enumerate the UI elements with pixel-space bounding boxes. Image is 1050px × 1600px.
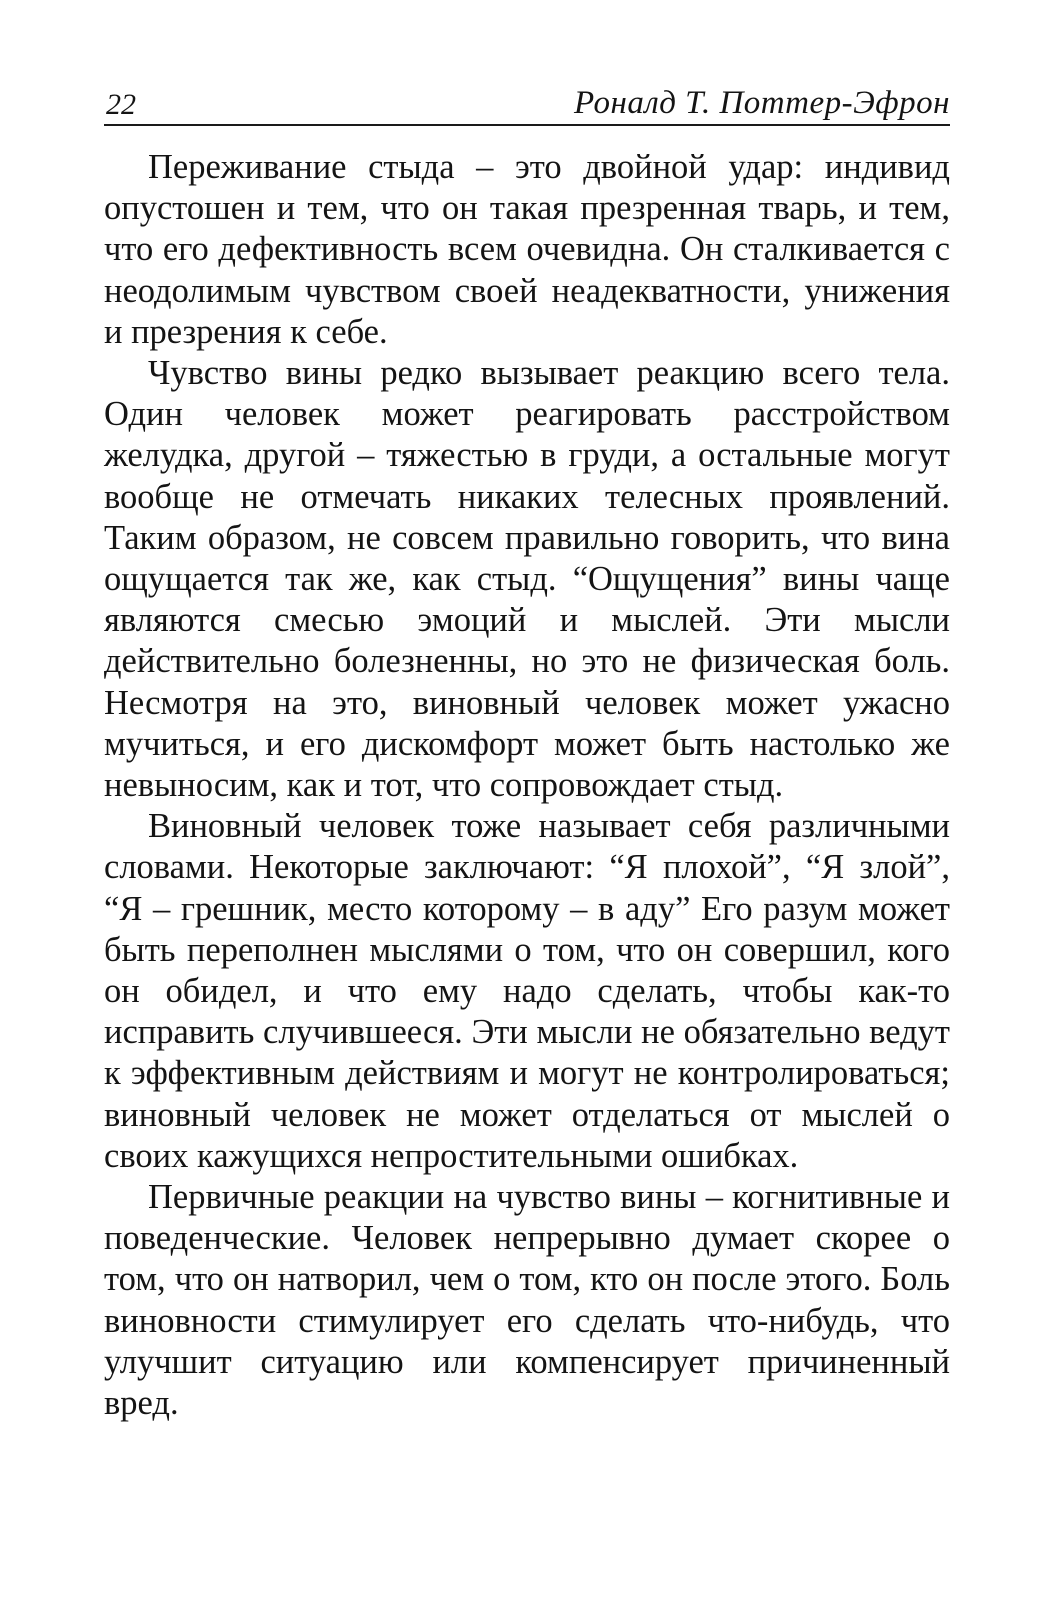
running-header <box>104 78 950 126</box>
paragraph: Переживание стыда – это двойной удар: индивид опустошен и тем, что он такая презренная тварь, и тем, что его дефективность всем очевидна. Он сталкивается с неодолимым чувством своей неадекватности, унижения и презрения к себе. <box>104 148 950 351</box>
body-text <box>104 147 950 1424</box>
page-number: 22 <box>106 88 136 121</box>
paragraph: Виновный человек тоже называет себя различными словами. Некоторые заключают: “Я плохой”, “Я злой”, “Я – грешник, место которому – в аду” Его разум может быть переполнен мыслями о том, что он совершил, кого он обидел, и что ему надо сделать, чтобы как-то исправить случившееся. Эти мысли не обязательно ведут к эффективным действиям и могут не контролироваться; виновный человек не может отделаться от мыслей о своих кажущихся непростительными ошибках. <box>104 807 950 1175</box>
running-header-author: Роналд Т. Поттер-Эфрон <box>574 85 950 121</box>
paragraph: Чувство вины редко вызывает реакцию всего тела. Один человек может реагировать расстройством желудка, другой – тяжестью в груди, а остальные могут вообще не отмечать никаких телесных проявлений. Таким образом, не совсем правильно говорить, что вина ощущается так же, как стыд. “Ощущения” вины чаще являются смесью эмоций и мыслей. Эти мысли действительно болезненны, но это не физическая боль. Несмотря на это, виновный человек может ужасно мучиться, и его дискомфорт может быть настолько же невыносим, как и тот, что сопровождает стыд. <box>104 354 950 805</box>
paragraph: Первичные реакции на чувство вины – когнитивные и поведенческие. Человек непрерывно думает скорее о том, что он натворил, чем о том, кто он после этого. Боль виновности стимулирует его сделать что-нибудь, что улучшит ситуацию или компенсирует причиненный вред. <box>104 1178 950 1423</box>
